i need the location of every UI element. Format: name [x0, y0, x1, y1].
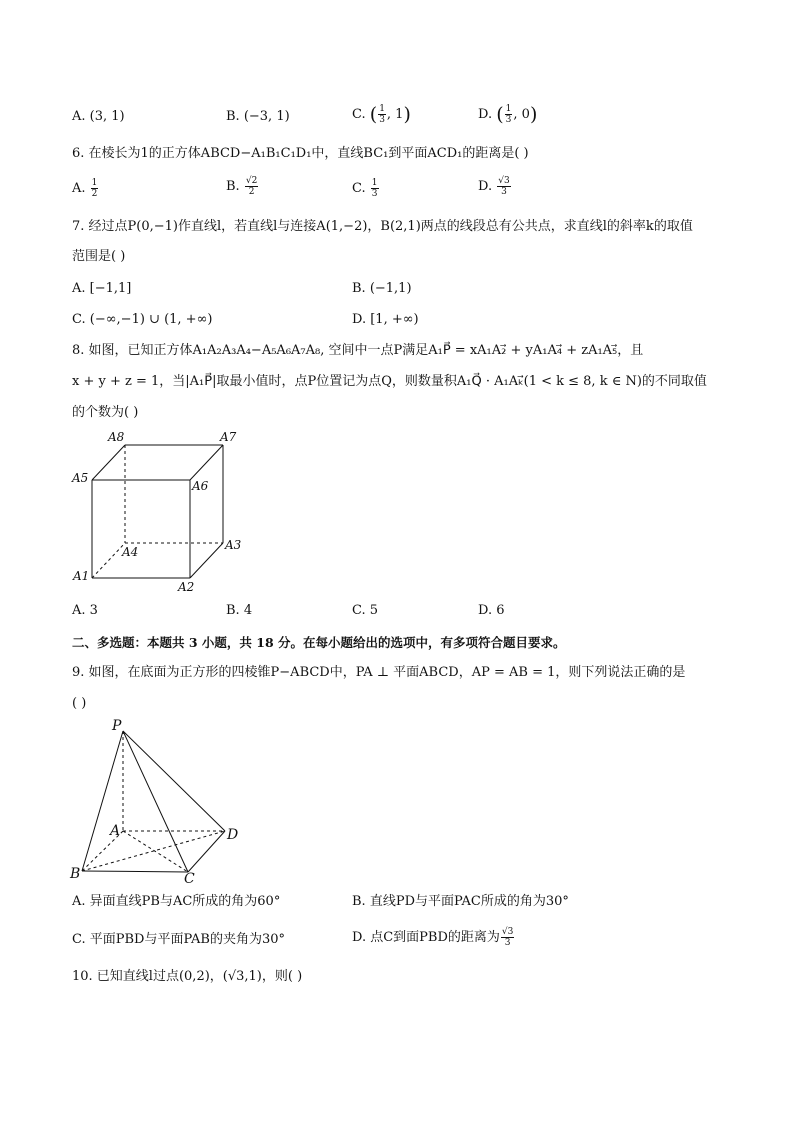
cube-label-a5: A5	[72, 471, 89, 485]
cube-label-a4: A4	[122, 545, 139, 559]
q5-option-b: B. (−3, 1)	[226, 109, 290, 124]
q7-option-b: B. (−1,1)	[352, 281, 412, 296]
q5-option-d: D. ( $\frac{1}{3}$ , 0)	[478, 103, 538, 126]
q9-stem-line1: 9. 如图，在底面为正方形的四棱锥P−ABCD中，PA ⊥ 平面ABCD，AP = AB = 1，则下列说法正确的是	[72, 665, 686, 680]
q9-stem-line2: ( )	[72, 696, 87, 711]
q7-option-a: A. [−1,1]	[72, 281, 132, 296]
q8-option-a: A. 3	[72, 603, 98, 618]
q6-option-b: B. $\frac{√2}{2}$	[226, 176, 258, 197]
q6-option-c: C. $\frac{1}{3}$	[352, 178, 378, 199]
q9-option-a: A. 异面直线PB与AC所成的角为60°	[72, 894, 281, 909]
cube-label-a7: A7	[220, 430, 237, 444]
q7-stem-line2: 范围是( )	[72, 249, 126, 264]
q6-stem: 6. 在棱长为1的正方体ABCD−A₁B₁C₁D₁中，直线BC₁到平面ACD₁的距离是( )	[72, 146, 529, 161]
pyramid-figure	[68, 714, 258, 884]
cube-label-a8: A8	[108, 430, 125, 444]
pyramid-label-c: C	[184, 871, 195, 884]
q5-option-a: A. (3, 1)	[72, 109, 125, 124]
q8-option-c: C. 5	[352, 603, 379, 618]
cube-label-a1: A1	[73, 569, 90, 583]
q8-stem-line3: 的个数为( )	[72, 405, 139, 420]
pyramid-label-d: D	[227, 827, 239, 843]
cube-figure	[70, 428, 250, 598]
pyramid-label-a: A	[110, 823, 121, 839]
q8-option-b: B. 4	[226, 603, 253, 618]
q9-option-d: D. 点C到面PBD的距离为 $\frac{√3}{3}$	[352, 927, 514, 948]
q6-option-d: D. $\frac{√3}{3}$	[478, 176, 510, 197]
q8-stem-line2: x + y + z = 1，当|A₁P⃗|取最小值时，点P位置记为点Q，则数量积A₁Q⃗ · A₁Aₖ⃗(1 < k ≤ 8, k ∈ N)的不同取值	[72, 374, 707, 389]
q7-stem-line1: 7. 经过点P(0,−1)作直线l，若直线l与连接A(1,−2)，B(2,1)两点的线段总有公共点，求直线l的斜率k的取值	[72, 219, 693, 234]
cube-label-a2: A2	[178, 580, 195, 594]
q8-option-d: D. 6	[478, 603, 505, 618]
q10-stem: 10. 已知直线l过点(0,2)，(√3,1)，则( )	[72, 969, 303, 984]
pyramid-label-p: P	[112, 718, 122, 734]
pyramid-label-b: B	[70, 866, 81, 882]
q8-stem-line1: 8. 如图，已知正方体A₁A₂A₃A₄−A₅A₆A₇A₈, 空间中一点P满足A₁P⃗ = xA₁A₂⃗ + yA₁A₄⃗ + zA₁A₅⃗，且	[72, 343, 644, 358]
cube-label-a6: A6	[192, 479, 209, 493]
q9-option-b: B. 直线PD与平面PAC所成的角为30°	[352, 894, 569, 909]
q5-option-c: C. ( $\frac{1}{3}$ , 1)	[352, 103, 411, 126]
q9-option-c: C. 平面PBD与平面PAB的夹角为30°	[72, 932, 286, 947]
q7-option-c: C. (−∞,−1) ∪ (1, +∞)	[72, 312, 213, 327]
q7-option-d: D. [1, +∞)	[352, 312, 419, 327]
cube-label-a3: A3	[225, 538, 242, 552]
section-heading-multiple-choice: 二、多选题：本题共 3 小题，共 18 分。在每小题给出的选项中，有多项符合题目要求。	[72, 635, 566, 650]
q6-option-a: A. $\frac{1}{2}$	[72, 178, 98, 199]
